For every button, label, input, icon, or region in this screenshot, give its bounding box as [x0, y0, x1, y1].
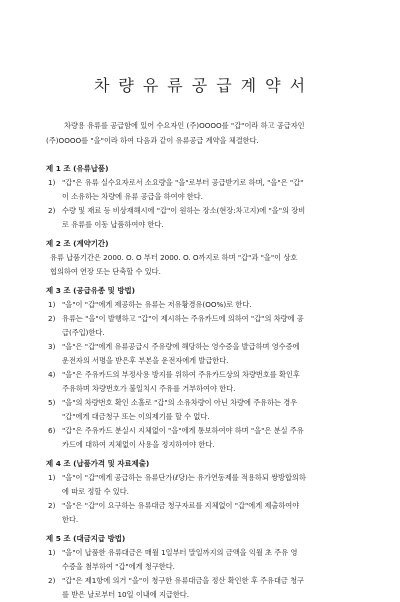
article-5: [46, 532, 362, 602]
item-number: 6): [48, 426, 56, 435]
item-text: [62, 298, 362, 312]
item-text-line: "을"이 "갑"에게 공급하는 유류단가(ℓ당)는 유가연동제를 적용하되 쌍방합의하: [62, 473, 306, 482]
item-number: 2): [48, 501, 56, 510]
item-text: [62, 574, 362, 602]
item-text-line: 카드에 대하여 지체없이 사용을 정지하여야 한다.: [62, 440, 215, 449]
article-items: [46, 546, 362, 602]
item-number: 3): [48, 342, 56, 351]
article-paragraph-line: 유류 납품기간은 2000. O. O 부터 2000. O. O까지로 하며 "갑"과 "을"이 상호: [50, 253, 298, 262]
list-item: [46, 204, 362, 232]
item-text-line: "갑"은 주유카드 분실시 지체없이 "을"에게 통보하여야 하며 "을"은 분실 주유: [62, 426, 304, 435]
article-1: [46, 162, 362, 232]
list-item: [46, 471, 362, 499]
item-text: [62, 424, 362, 452]
item-number: 2): [48, 576, 56, 585]
list-item: [46, 574, 362, 602]
item-text-line: 급(주입)한다.: [62, 328, 105, 337]
item-text-line: "을"은 "갑"이 요구하는 유류대금 청구자료를 지체없이 "갑"에게 제출하여야: [62, 501, 300, 510]
item-text-line: 유류는 "을"이 발행하고 "갑"이 제시하는 주유카드에 의하여 "갑"의 차량에 공: [62, 314, 304, 323]
item-number: 2): [48, 206, 56, 215]
item-text-line: "갑"은 유류 실수요자로서 소요량을 "을"로부터 공급받기로 하며, "을"은 "갑": [62, 178, 304, 187]
item-text-line: 한다.: [62, 515, 79, 524]
article-4: [46, 457, 362, 527]
article-items: [46, 298, 362, 452]
item-text: [62, 312, 362, 340]
article-heading: 제 5 조 (대금지급 방법): [46, 534, 126, 543]
article-items: [46, 471, 362, 527]
list-item: [46, 298, 362, 312]
item-text-line: 주유하며 차량번호가 불일치시 주유를 거부하여야 한다.: [62, 384, 236, 393]
item-number: 1): [48, 473, 56, 482]
document-title: 차량유류공급계약서: [93, 76, 315, 95]
list-item: [46, 176, 362, 204]
item-text-line: "을"은 주유카드의 부정사용 방지를 위하여 주유카드상의 차량번호를 확인후: [62, 370, 300, 379]
intro-line: (주)OOOO를 "을"이라 하여 다음과 같이 유류공급 계약을 체결한다.: [46, 136, 259, 145]
list-item: [46, 368, 362, 396]
article-2: [46, 237, 362, 279]
item-text: [62, 471, 362, 499]
item-text-line: "을"의 차량번호 확인 소홀로 "갑"의 소유차량이 아닌 차량에 주유하는 경우: [62, 398, 298, 407]
item-number: 1): [48, 300, 56, 309]
article-heading: 제 3 조 (공급유종 및 방법): [46, 286, 136, 295]
list-item: [46, 396, 362, 424]
item-text-line: 를 받은 날로부터 10일 이내에 지급한다.: [62, 590, 190, 599]
list-item: [46, 340, 362, 368]
list-item: [46, 546, 362, 574]
item-number: 1): [48, 178, 56, 187]
item-text-line: 에 따로 정할 수 있다.: [62, 487, 129, 496]
item-number: 2): [48, 314, 56, 323]
item-text-line: "갑"은 제1항에 의거 "을"이 청구한 유류대금을 정산 확인한 후 주유대금 청구: [62, 576, 304, 585]
item-text: [62, 340, 362, 368]
item-text-line: 로 유류를 이동 납품하여야 한다.: [62, 220, 164, 229]
article-heading: 제 4 조 (납품가격 및 자료제출): [46, 459, 150, 468]
article-paragraph-line: 협의하여 연장 또는 단축할 수 있다.: [50, 267, 161, 276]
item-number: 1): [48, 548, 56, 557]
item-text: [62, 176, 362, 204]
item-text-line: 수증을 첨부하여 "갑"에게 청구한다.: [62, 562, 175, 571]
list-item: [46, 499, 362, 527]
item-text-line: "갑"에게 대금청구 또는 이의제기를 할 수 없다.: [62, 412, 210, 421]
article-heading: 제 1 조 (유류납품): [46, 164, 109, 173]
articles-list: [46, 162, 362, 602]
item-text: [62, 499, 362, 527]
item-text-line: 운전자의 서명을 받은후 부본을 운전자에게 발급한다.: [62, 356, 229, 365]
item-text-line: 이 소유하는 차량에 유류 공급을 하여야 한다.: [62, 192, 203, 201]
item-text-line: "을"이 "갑"에게 제공하는 유류는 저유황경유(OO%)로 한다.: [62, 300, 252, 309]
item-text-line: 수량 및 재료 등 비상재해시에 "갑"이 원하는 장소(현장:차고지)에 "을"의 장비: [62, 206, 306, 215]
item-text: [62, 368, 362, 396]
item-text-line: "을"이 납품한 유류대금은 매월 1일부터 말일까지의 금액을 익월 초 주유 영: [62, 548, 298, 557]
intro-paragraph: [46, 118, 362, 148]
item-number: 5): [48, 398, 56, 407]
item-number: 4): [48, 370, 56, 379]
list-item: [46, 312, 362, 340]
item-text: [62, 546, 362, 574]
item-text: [62, 204, 362, 232]
article-3: [46, 284, 362, 452]
article-heading: 제 2 조 (계약기간): [46, 239, 109, 248]
intro-line: 차량용 유류를 공급함에 있어 수요자인 (주)OOOO를 "갑"이라 하고 공급자인: [64, 121, 305, 130]
item-text: [62, 396, 362, 424]
article-items: [46, 176, 362, 232]
list-item: [46, 424, 362, 452]
item-text-line: "을"은 "갑"에게 유류공급시 주유량에 해당하는 영수증을 발급하며 영수증에: [62, 342, 300, 351]
